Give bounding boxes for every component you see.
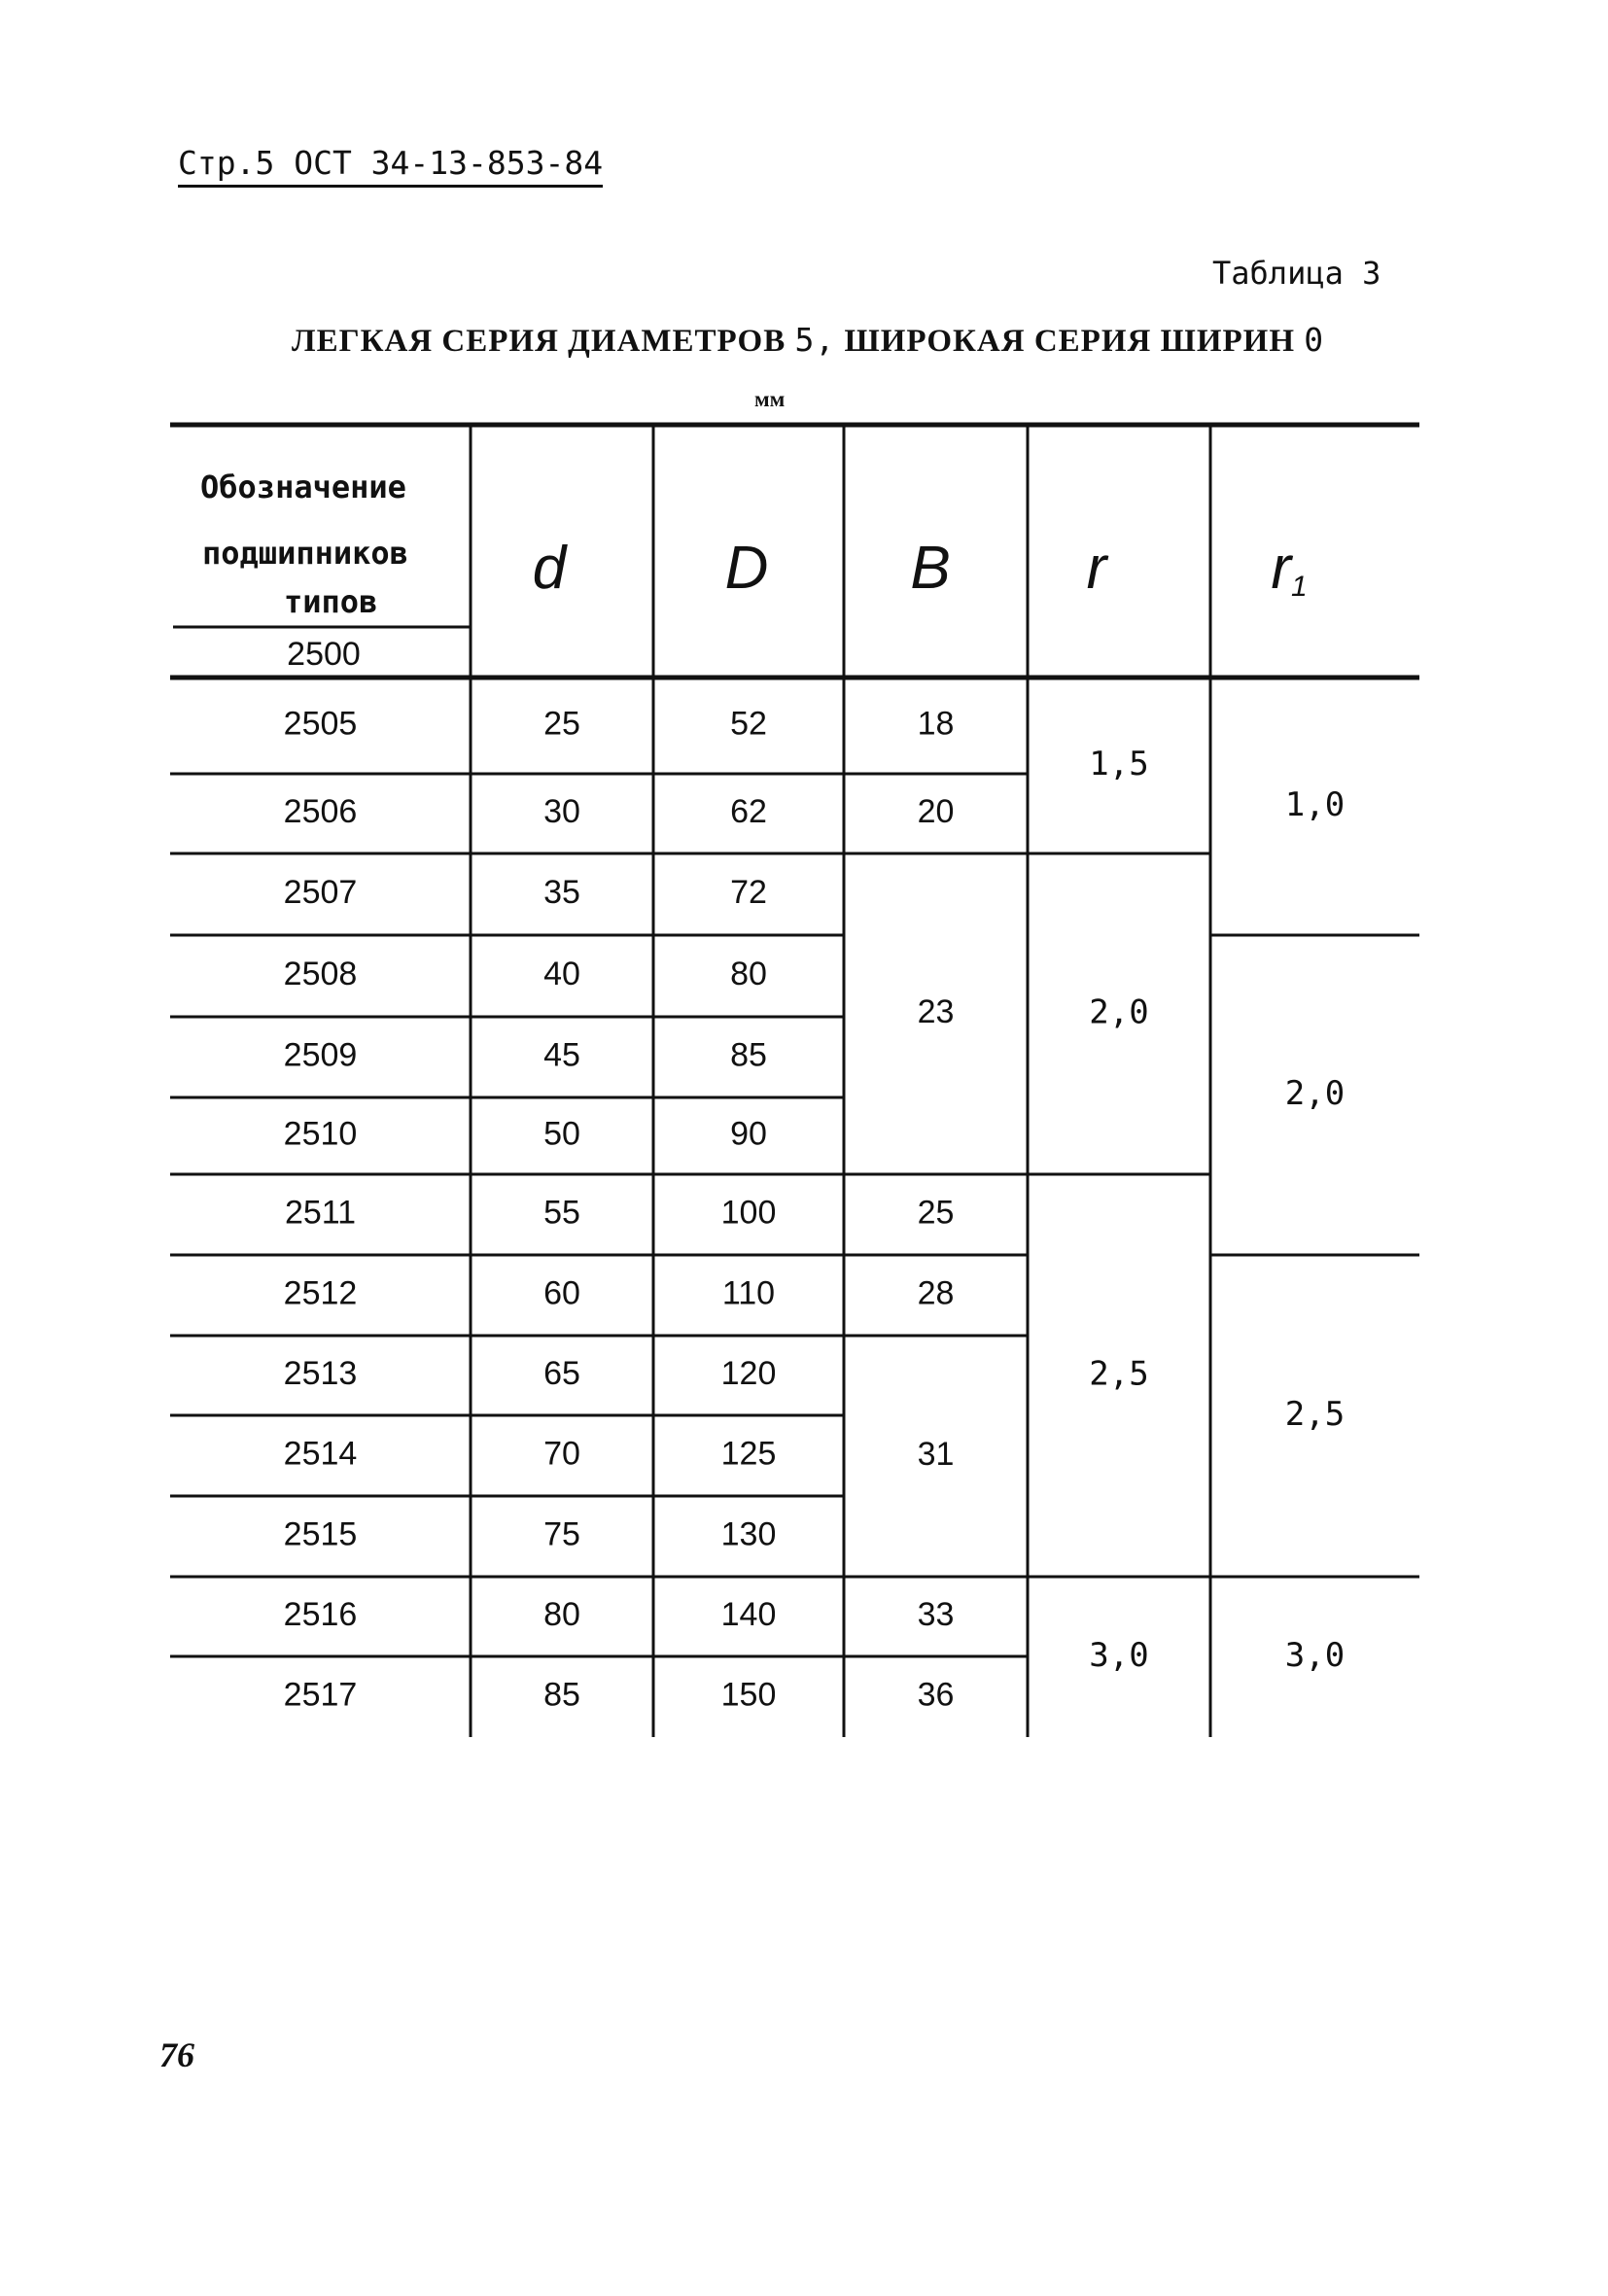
bore-diameter-cell: 85 — [543, 1676, 580, 1714]
table-title-num2: 0 — [1304, 321, 1325, 359]
document-reference: Стр.5 ОСТ 34-13-853-84 — [178, 144, 603, 188]
designation-cell: 2508 — [283, 955, 358, 992]
header-type-code: 2500 — [287, 636, 361, 673]
chamfer-r1-cell: 1,0 — [1284, 785, 1346, 824]
outer-diameter-cell: 80 — [730, 955, 767, 992]
header-col-d: d — [532, 535, 567, 602]
header-col-B: B — [910, 535, 951, 602]
chamfer-r-cell: 2,0 — [1089, 992, 1149, 1032]
outer-diameter-cell: 125 — [720, 1435, 777, 1473]
outer-diameter-cell: 52 — [730, 705, 767, 743]
designation-cell: 2512 — [283, 1274, 358, 1312]
outer-diameter-cell: 90 — [730, 1115, 767, 1153]
bore-diameter-cell: 70 — [543, 1435, 580, 1473]
header-col-r1-main: r — [1271, 535, 1291, 602]
chamfer-r-cell: 3,0 — [1089, 1636, 1149, 1675]
width-cell: 18 — [917, 705, 955, 743]
bore-diameter-cell: 75 — [543, 1515, 580, 1553]
table-title-num1: 5, — [794, 321, 836, 359]
designation-cell: 2515 — [283, 1515, 358, 1553]
table-body-cells — [284, 705, 1346, 1713]
table-title-part1: ЛЕГКАЯ СЕРИЯ ДИАМЕТРОВ — [292, 324, 787, 359]
table-number: Таблица 3 — [1212, 255, 1381, 292]
width-cell: 20 — [917, 792, 955, 830]
bore-diameter-cell: 30 — [543, 792, 580, 830]
chamfer-r1-cell: 2,5 — [1284, 1395, 1346, 1434]
width-cell: 28 — [917, 1274, 955, 1312]
header-col-r: r — [1086, 535, 1107, 602]
header-col-r1 — [1271, 535, 1307, 603]
bore-diameter-cell: 45 — [543, 1036, 580, 1074]
outer-diameter-cell: 100 — [720, 1194, 777, 1232]
width-cell: 36 — [917, 1676, 955, 1714]
chamfer-r1-cell: 2,0 — [1284, 1074, 1346, 1113]
designation-cell: 2510 — [283, 1115, 358, 1153]
bore-diameter-cell: 65 — [543, 1354, 580, 1392]
header-col-D: D — [724, 535, 769, 602]
bore-diameter-cell: 35 — [543, 873, 580, 911]
header-designation-line2: подшипников — [202, 535, 408, 572]
designation-cell: 2513 — [283, 1354, 358, 1392]
designation-cell: 2506 — [283, 792, 358, 830]
outer-diameter-cell: 62 — [730, 792, 767, 830]
table-grid-lines — [170, 425, 1419, 1737]
bore-diameter-cell: 25 — [543, 705, 580, 743]
bore-diameter-cell: 55 — [543, 1194, 580, 1232]
chamfer-r-cell: 2,5 — [1089, 1354, 1149, 1394]
outer-diameter-cell: 140 — [720, 1595, 777, 1633]
designation-cell: 2509 — [283, 1036, 358, 1074]
bore-diameter-cell: 60 — [543, 1274, 580, 1312]
outer-diameter-cell: 85 — [730, 1036, 767, 1074]
outer-diameter-cell: 130 — [720, 1515, 777, 1553]
outer-diameter-cell: 150 — [720, 1676, 777, 1714]
chamfer-r1-cell: 3,0 — [1284, 1636, 1346, 1675]
outer-diameter-cell: 110 — [721, 1274, 776, 1312]
width-cell: 31 — [917, 1435, 955, 1473]
units-label: мм — [754, 387, 786, 411]
designation-cell: 2507 — [283, 873, 358, 911]
outer-diameter-cell: 72 — [730, 873, 767, 911]
header-designation-line3: типов — [284, 583, 378, 620]
designation-cell: 2517 — [283, 1676, 358, 1714]
table-title-part2: ШИРОКАЯ СЕРИЯ ШИРИН — [844, 324, 1295, 359]
bore-diameter-cell: 50 — [543, 1115, 580, 1153]
width-cell: 33 — [917, 1595, 955, 1633]
outer-diameter-cell: 120 — [720, 1354, 777, 1392]
designation-cell: 2505 — [283, 705, 358, 743]
bore-diameter-cell: 80 — [543, 1595, 580, 1633]
designation-cell: 2514 — [283, 1435, 358, 1473]
page-number: 76 — [159, 2035, 194, 2074]
width-cell: 25 — [917, 1194, 955, 1232]
header-col-r1-sub: 1 — [1290, 571, 1308, 603]
designation-cell: 2516 — [283, 1595, 358, 1633]
width-cell: 23 — [917, 992, 955, 1030]
header-designation-line1: Обозначение — [200, 469, 406, 505]
designation-cell: 2511 — [284, 1194, 357, 1232]
chamfer-r-cell: 1,5 — [1089, 745, 1149, 783]
bore-diameter-cell: 40 — [543, 955, 580, 992]
